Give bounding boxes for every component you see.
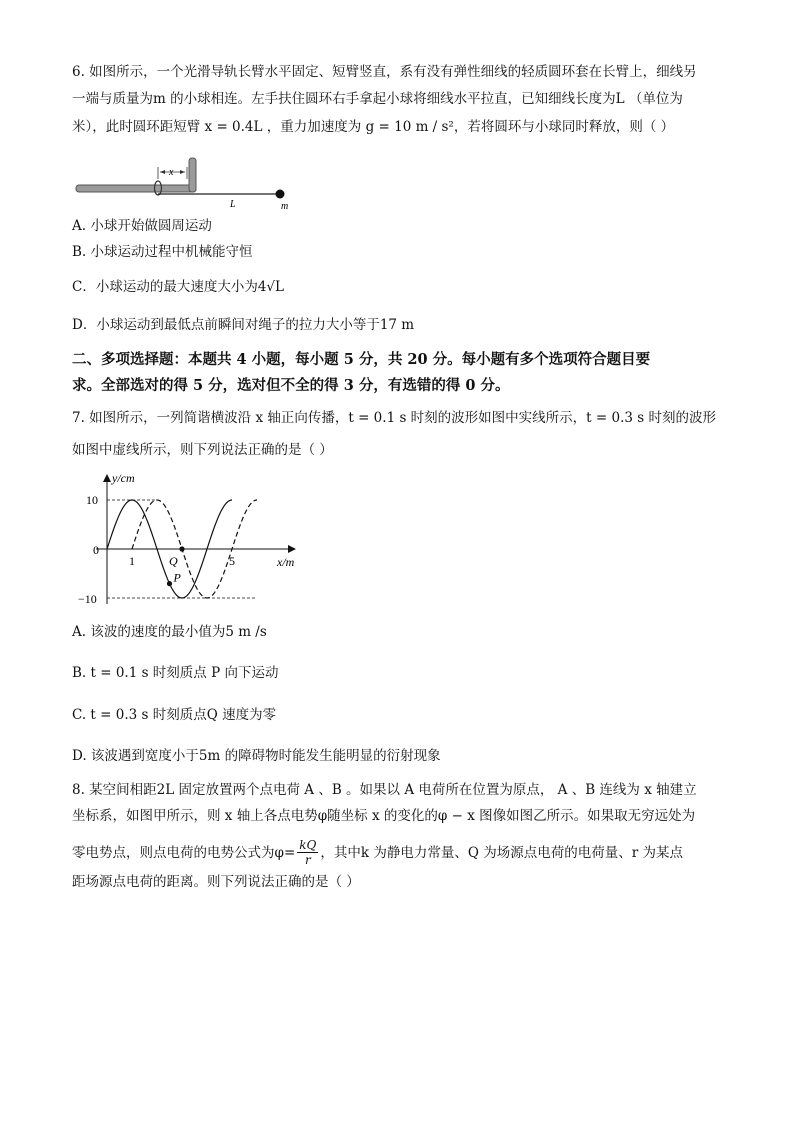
q6-option-b: B. 小球运动过程中机械能守恒 xyxy=(72,244,253,260)
section2-line-1: 二、多项选择题：本题共 4 小题，每小题 5 分，共 20 分。每小题有多个选项符合题目要 xyxy=(72,351,651,368)
q8-line-3 xyxy=(72,838,683,867)
fraction-numerator: kQ xyxy=(299,838,317,852)
q7-option-b: B. t = 0.1 s 时刻质点 P 向下运动 xyxy=(72,665,279,681)
q6-option-a: A. 小球开始做圆周运动 xyxy=(72,218,212,234)
q7-option-a: A. 该波的速度的最小值为5 m /s xyxy=(72,624,267,640)
x-axis-label: x/m xyxy=(277,555,295,569)
q8-line-2: 坐标系，如图甲所示，则 x 轴上各点电势φ随坐标 x 的变化的φ − x 图像如图乙所示。如果取无穷远处为 xyxy=(72,808,696,824)
point-q-label: Q xyxy=(169,554,178,568)
y-axis-label: y/cm xyxy=(112,471,135,485)
q7-line-2: 如图中虚线所示，则下列说法正确的是（ ） xyxy=(72,442,333,458)
rail-short-arm xyxy=(189,158,196,192)
q7-line-1: 7. 如图所示，一列简谐横波沿 x 轴正向传播，t = 0.1 s 时刻的波形如图中实线所示，t = 0.3 s 时刻的波形 xyxy=(72,410,716,426)
q7-option-d: D. 该波遇到宽度小于5m 的障碍物时能发生能明显的衍射现象 xyxy=(72,748,441,764)
q7-option-c: C. t = 0.3 s 时刻质点Q 速度为零 xyxy=(72,707,277,723)
x-tick-1: 1 xyxy=(129,554,135,568)
q6-option-c: C．小球运动的最大速度大小为4√L xyxy=(72,279,284,295)
q8-line-3b: ，其中k 为静电力常量、Q 为场源点电荷的电荷量、r 为某点 xyxy=(320,844,683,861)
q6-rail-figure xyxy=(72,155,302,213)
section2-line-2: 求。全部选对的得 5 分，选对但不全的得 3 分，有选错的得 0 分。 xyxy=(72,377,510,394)
x-label: x xyxy=(169,167,174,178)
point-p xyxy=(167,581,172,586)
y-tick-neg10: −10 xyxy=(78,592,97,606)
q6-line-2: 一端与质量为m 的小球相连。左手扶住圆环右手拿起小球将细线水平拉直，已知细线长度为L （单位为 xyxy=(72,91,683,107)
q7-wave-chart xyxy=(72,470,312,610)
point-p-label: P xyxy=(173,570,181,585)
point-q xyxy=(179,546,184,551)
rail-long-arm xyxy=(76,185,196,192)
m-label: m xyxy=(281,201,289,212)
ball xyxy=(276,190,285,199)
y-tick-0: 0 xyxy=(93,543,99,557)
l-label: L xyxy=(230,199,236,210)
q6-line-1: 6. 如图所示，一个光滑导轨长臂水平固定、短臂竖直，系有没有弹性细线的轻质圆环套在长臂上，细线另 xyxy=(72,64,697,80)
q8-line-3a: 零电势点，则点电荷的电势公式为φ= xyxy=(72,844,296,861)
x-tick-5: 5 xyxy=(229,554,235,568)
q6-line-3: 米），此时圆环距短臂 x = 0.4L ，重力加速度为 g = 10 m / s²，若将圆环与小球同时释放，则（ ） xyxy=(72,119,675,135)
potential-fraction xyxy=(297,838,318,867)
y-tick-10: 10 xyxy=(86,493,98,507)
q8-line-4: 距场源点电荷的距离。则下列说法正确的是（ ） xyxy=(72,874,360,890)
q6-option-d: D．小球运动到最低点前瞬间对绳子的拉力大小等于17 m xyxy=(72,317,415,333)
fraction-denominator: r xyxy=(304,853,311,867)
q8-line-1: 8. 某空间相距2L 固定放置两个点电荷 A 、B 。如果以 A 电荷所在位置为原点， A 、B 连线为 x 轴建立 xyxy=(72,782,697,798)
